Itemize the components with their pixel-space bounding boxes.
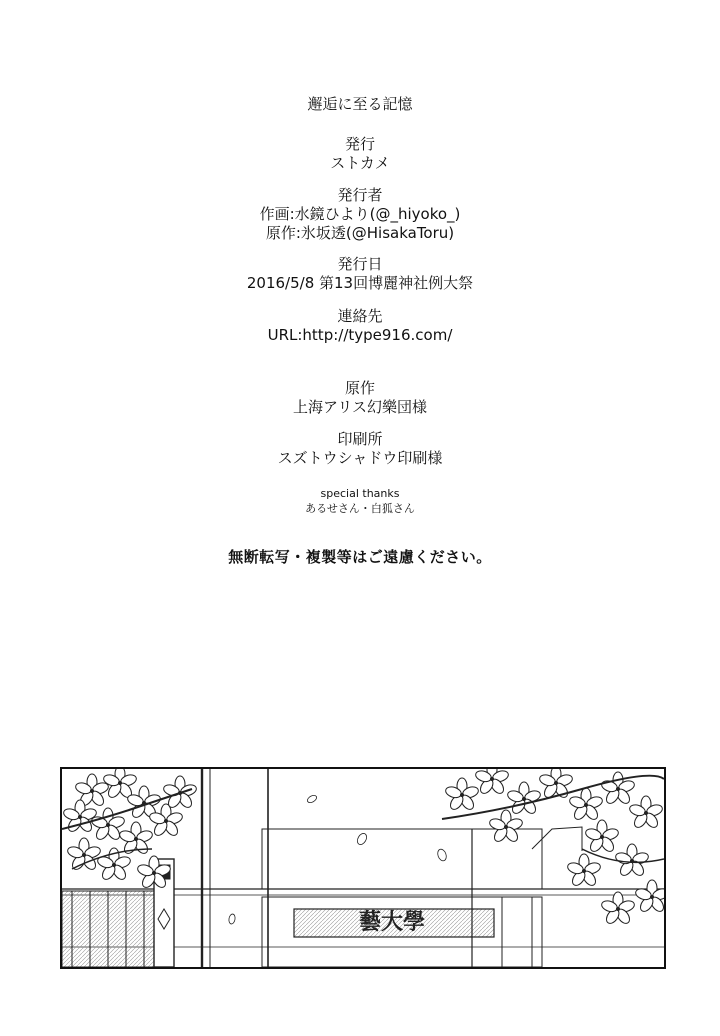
gate-sign-text: 藝大學 [358, 910, 426, 935]
copyright-notice [0, 548, 720, 567]
issuer-section [0, 186, 720, 243]
printer-section [0, 430, 720, 468]
contact-section [0, 307, 720, 345]
date-section [0, 255, 720, 293]
publisher-section [0, 135, 720, 173]
issuer-heading: 発行者 [337, 186, 383, 204]
original-value: 上海アリス幻樂団様 [292, 398, 428, 416]
original-section [0, 379, 720, 417]
issuer-art: 作画:水鏡ひより(@_hiyoko_) [259, 205, 461, 223]
date-heading: 発行日 [337, 255, 383, 273]
illustration-panel [60, 767, 666, 969]
printer-heading: 印刷所 [337, 430, 383, 448]
book-title [0, 95, 720, 114]
original-heading: 原作 [344, 379, 375, 397]
gate-blossom-illustration [62, 769, 664, 967]
thanks-value: あるせさん・白狐さん [305, 502, 415, 515]
book-title-text: 邂逅に至る記憶 [307, 95, 413, 113]
thanks-heading: special thanks [320, 487, 400, 500]
contact-heading: 連絡先 [337, 307, 383, 325]
publisher-heading: 発行 [344, 135, 375, 153]
date-value: 2016/5/8 第13回博麗神社例大祭 [246, 274, 474, 292]
contact-url: URL:http://type916.com/ [267, 326, 453, 344]
copyright-notice-text: 無断転写・複製等はご遠慮ください。 [228, 548, 492, 566]
publisher-value: ストカメ [330, 154, 390, 172]
issuer-story: 原作:氷坂透(@HisakaToru) [265, 224, 455, 242]
printer-value: スズトウシャドウ印刷様 [277, 449, 443, 467]
thanks-section [0, 486, 720, 516]
